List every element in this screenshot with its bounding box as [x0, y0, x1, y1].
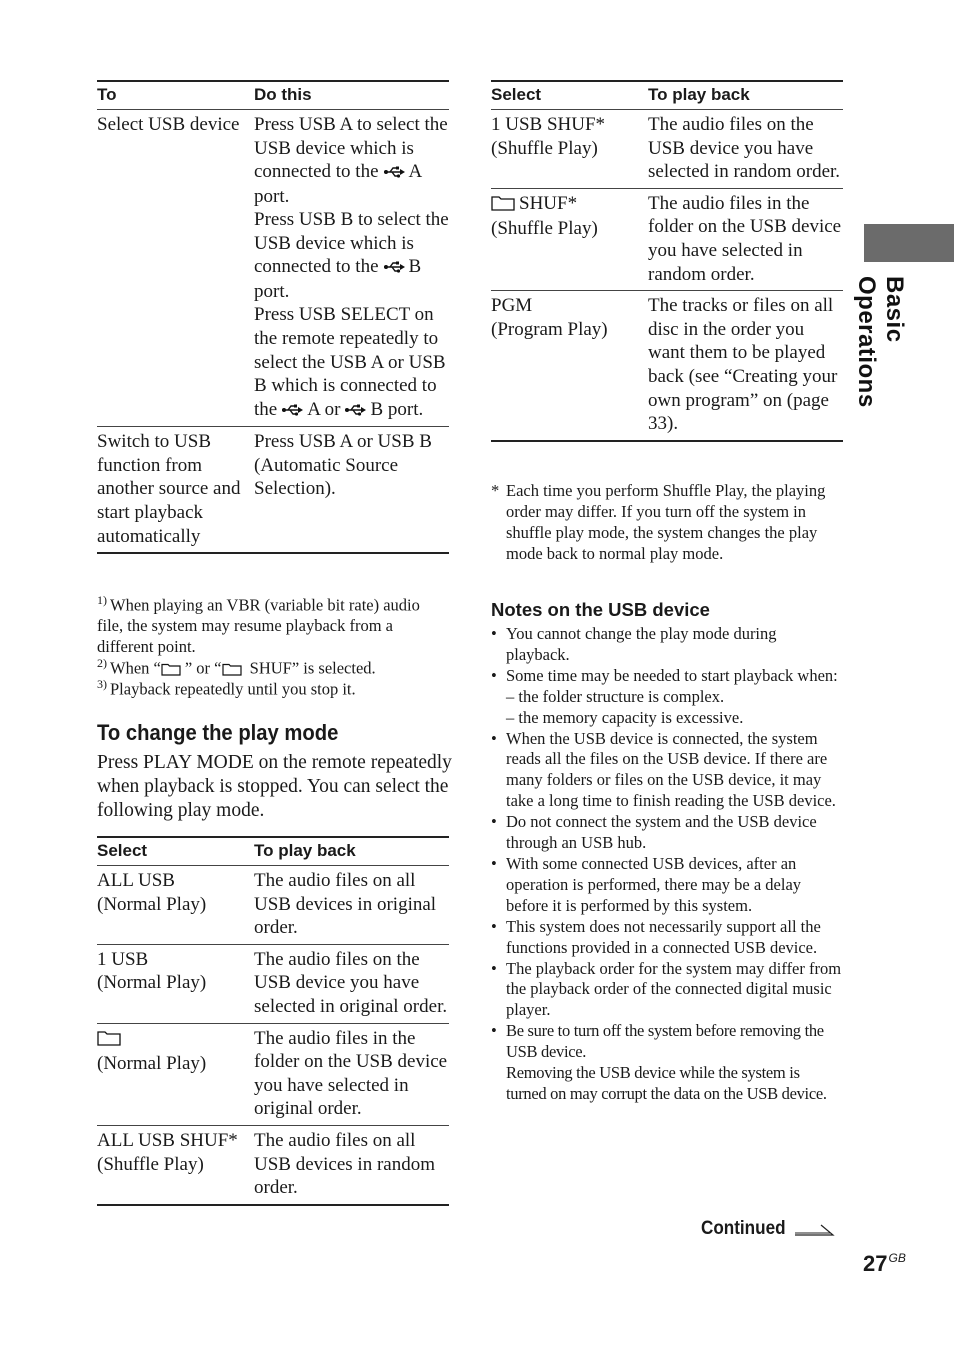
sub-item: – the folder structure is complex.: [506, 686, 725, 706]
sub-item: – the memory capacity is excessive.: [506, 707, 744, 727]
continued-label: Continued: [701, 1218, 786, 1239]
table-header: To play back: [254, 837, 449, 866]
instruction: Press USB SELECT on the remote repeatedly to select the USB A or USB B which is connected to the A or B port.: [254, 303, 449, 422]
table-cell: The audio files on the USB device you have selected in random order.: [648, 110, 843, 189]
arrow-right-icon: [793, 1222, 837, 1243]
table-row: [97, 1125, 449, 1204]
table-cell: Press USB A or USB B (Automatic Source Selection).: [254, 427, 449, 553]
folder-icon: [491, 194, 515, 218]
notes-heading: Notes on the USB device: [491, 599, 710, 620]
table-cell: Switch to USB function from another source and start playback automatically: [97, 427, 254, 553]
table-header: To: [97, 81, 254, 110]
table-cell: ALL USB (Normal Play): [97, 866, 254, 945]
list-item: • When the USB device is connected, the system reads all the files on the USB device. If there are many folders or files on the USB device, it may take a long time to finish reading the USB device.: [491, 729, 843, 813]
table-cell: The audio files on the USB device you have selected in original order.: [254, 944, 449, 1023]
list-item: • Do not connect the system and the USB device through an USB hub.: [491, 812, 843, 854]
table-cell: 1 USB (Normal Play): [97, 944, 254, 1023]
usb-icon: [383, 256, 405, 280]
table-cell: (Normal Play): [97, 1023, 254, 1125]
footnote-3: $^{3)}$ Playback repeatedly until you stop it.: [97, 677, 356, 699]
section-label: Basic Operations: [853, 276, 908, 408]
table-row: [97, 1023, 449, 1125]
table-header: To play back: [648, 81, 843, 110]
table-row: [491, 188, 843, 290]
table-cell: 1 USB SHUF* (Shuffle Play): [491, 110, 648, 189]
table-cell: The audio files on all USB devices in original order.: [254, 866, 449, 945]
table-cell: The audio files on all USB devices in random order.: [254, 1125, 449, 1204]
table-cell: Select USB device: [97, 110, 254, 427]
page-number: $27^{GB}$: [863, 1251, 906, 1276]
play-mode-table-right: [491, 80, 843, 442]
section-heading: To change the play mode: [97, 720, 339, 745]
table-row: [97, 110, 449, 427]
instruction: Press USB B to select the USB device which is connected to the B port.: [254, 209, 449, 302]
list-item: • With some connected USB devices, after an operation is performed, there may be a delay before it is performed by this system.: [491, 854, 843, 917]
intro-text: Press PLAY MODE on the remote repeatedly when playback is stopped. You can select the following play mode.: [97, 752, 452, 821]
table-cell: PGM (Program Play): [491, 291, 648, 441]
table-cell: ALL USB SHUF* (Shuffle Play): [97, 1125, 254, 1204]
shuffle-footnote: * Each time you perform Shuffle Play, the playing order may differ. If you turn off the system in shuffle play mode, the system changes the play mode back to normal play mode.: [491, 481, 826, 563]
list-item: • You cannot change the play mode during playback.: [491, 624, 843, 666]
table-cell: The audio files in the folder on the USB device you have selected in random order.: [648, 188, 843, 290]
list-item: • Some time may be needed to start playback when: – the folder structure is complex. – the memory capacity is excessive.: [491, 666, 843, 729]
usb-icon: [281, 399, 303, 423]
table-cell: SHUF* (Shuffle Play): [491, 188, 648, 290]
instruction: Press USB A to select the USB device which is connected to the A port.: [254, 114, 448, 207]
footnote-1: $^{1)}$ When playing an VBR (variable bit rate) audio file, the system may resume playback from a different point.: [97, 593, 420, 657]
section-tab: [864, 224, 954, 262]
table-cell: The audio files in the folder on the USB device you have selected in original order.: [254, 1023, 449, 1125]
table-header: Select: [97, 837, 254, 866]
table-row: [491, 291, 843, 441]
table-cell: The tracks or files on all disc in the order you want them to be played back (see “Creating your own program” on (page 33).: [648, 291, 843, 441]
usb-select-table: [97, 80, 449, 554]
usb-icon: [383, 161, 405, 185]
table-row: [97, 866, 449, 945]
list-item: • Be sure to turn off the system before removing the USB device. Removing the USB device while the system is turned on may corrupt the data on the USB device.: [491, 1021, 843, 1105]
list-item: • This system does not necessarily support all the functions provided in a connected USB device.: [491, 917, 843, 959]
footnote-2: $^{2)}$ When “ ” or “ SHUF” is selected.: [97, 653, 449, 681]
table-row: [491, 110, 843, 189]
folder-icon: [97, 1029, 121, 1053]
list-item: • The playback order for the system may differ from the playback order of the connected digital music player.: [491, 959, 843, 1022]
notes-list: [491, 624, 843, 1105]
play-mode-table-left: [97, 836, 449, 1206]
table-header: Do this: [254, 81, 449, 110]
table-row: [97, 944, 449, 1023]
table-header: Select: [491, 81, 648, 110]
table-row: [97, 427, 449, 553]
usb-icon: [344, 399, 366, 423]
table-cell: [254, 110, 449, 427]
